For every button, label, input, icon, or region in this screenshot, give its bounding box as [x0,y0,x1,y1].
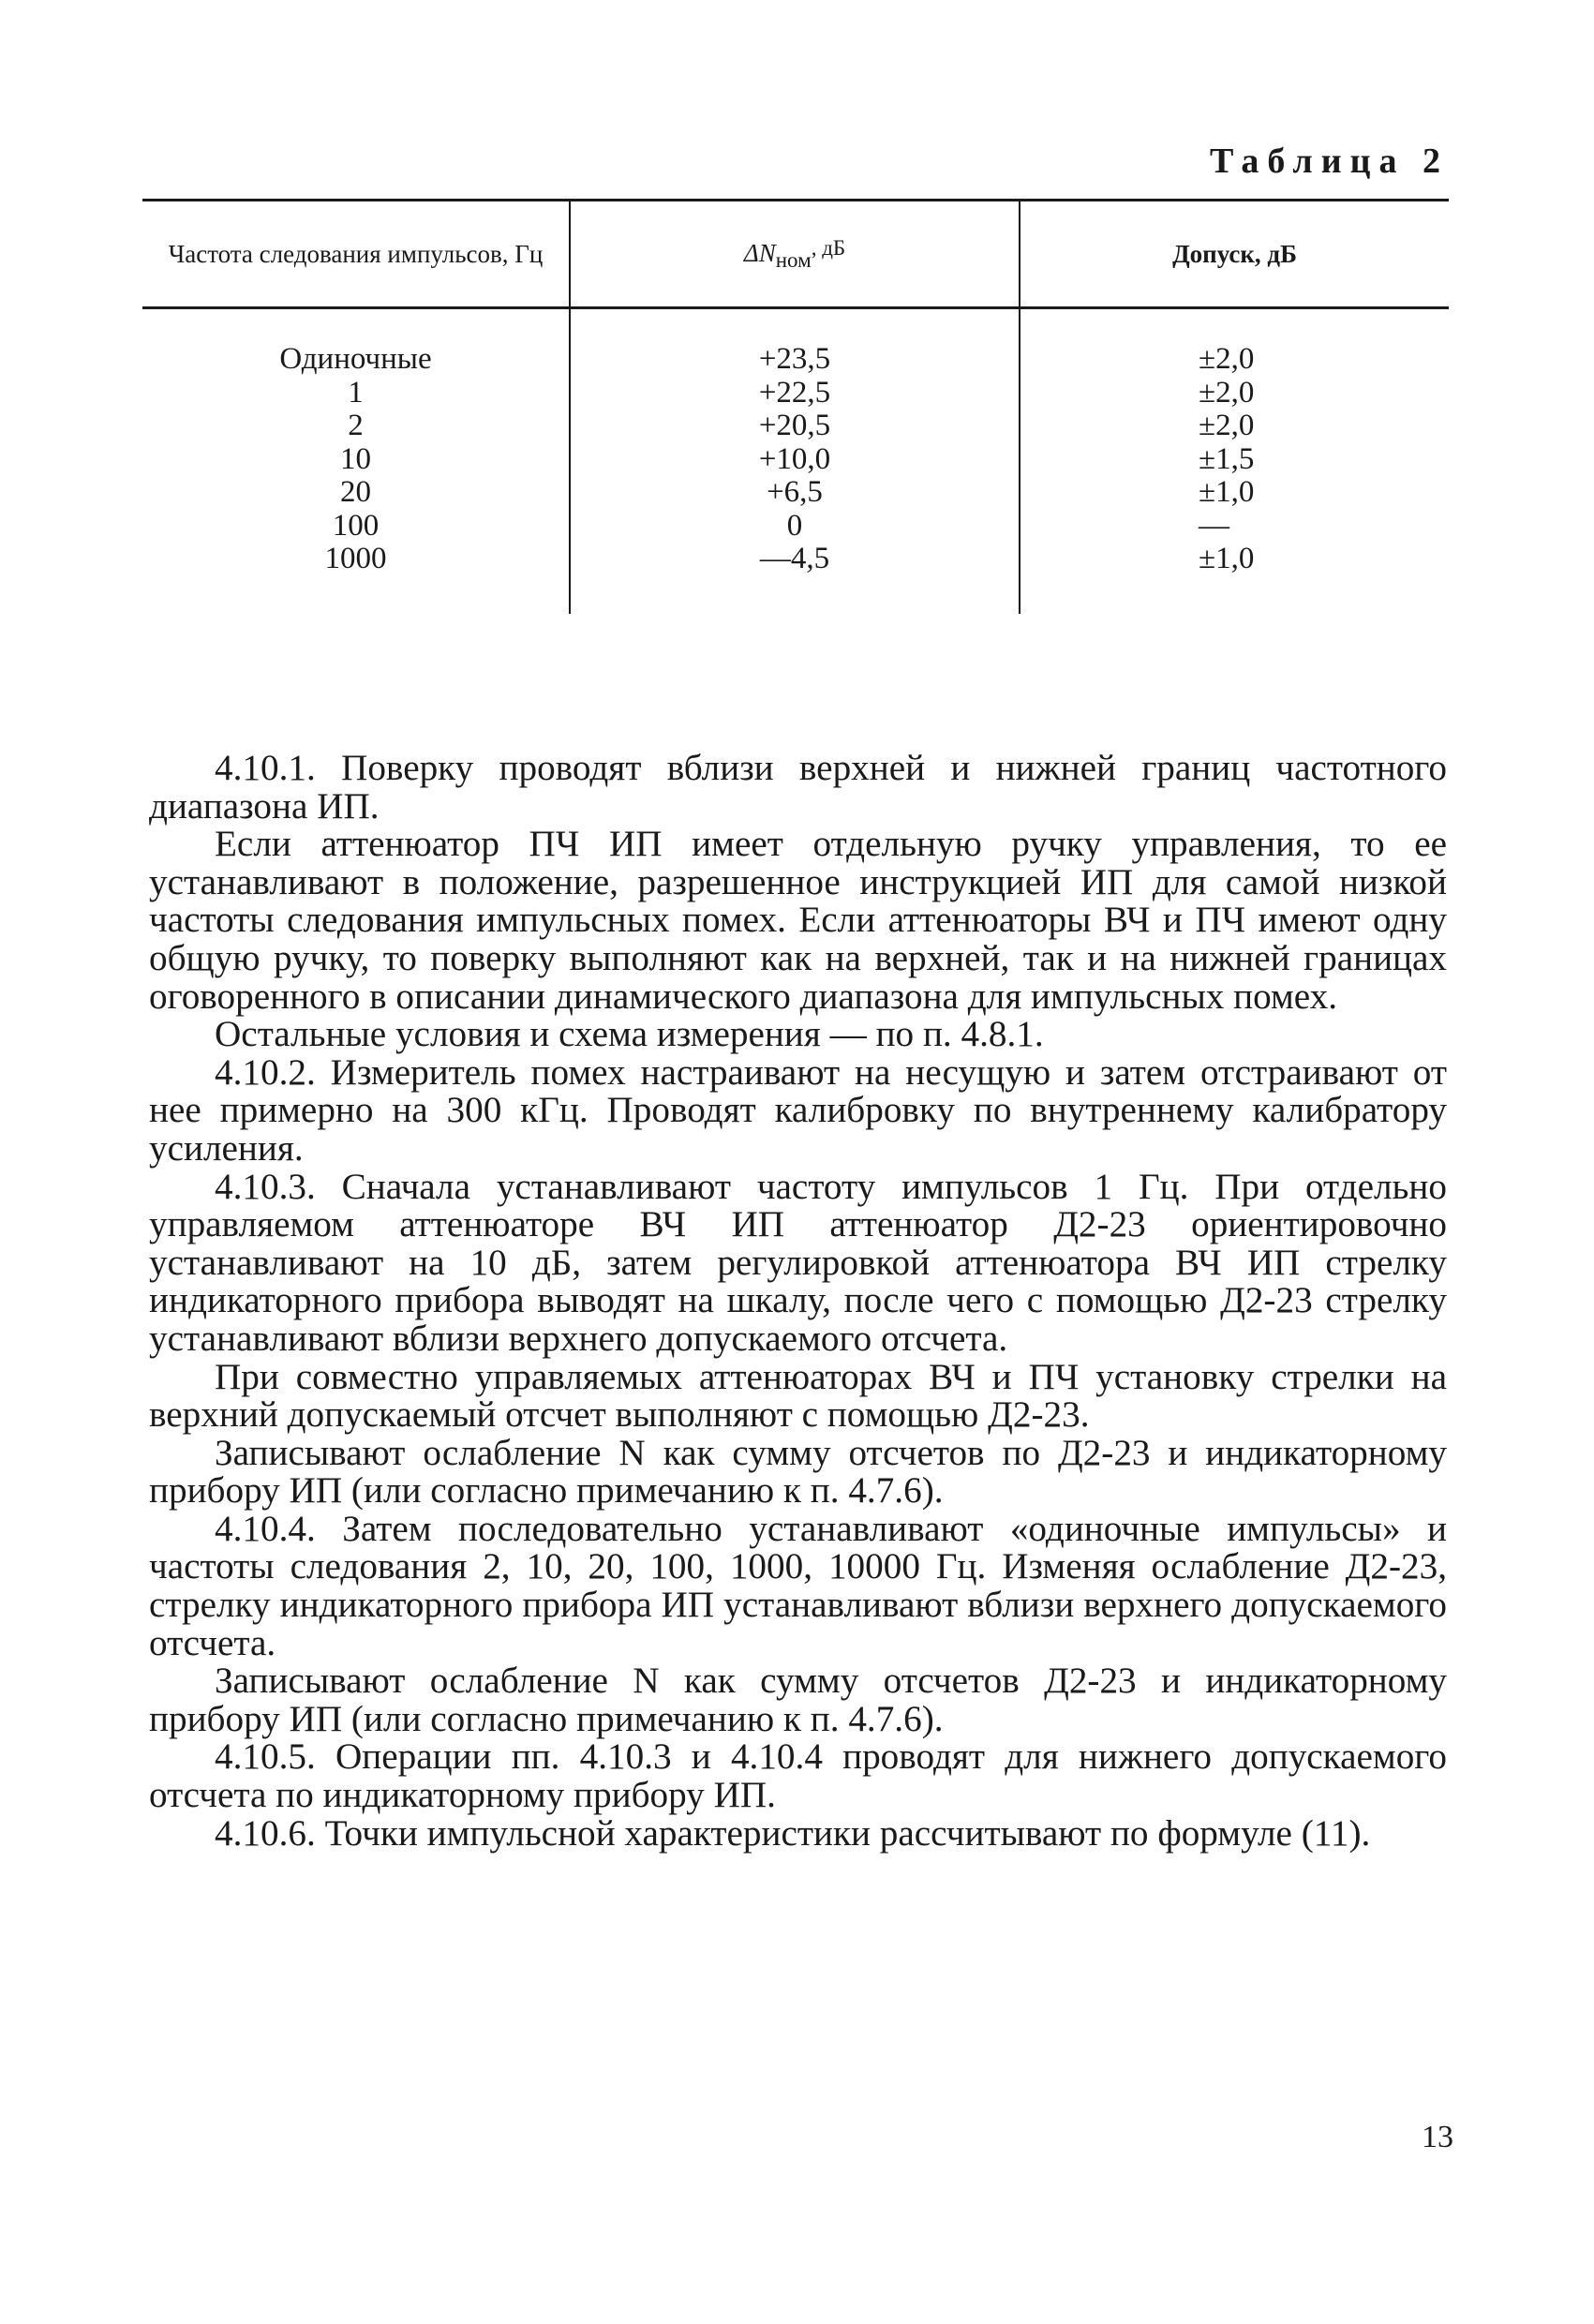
cell-delta: +6,5 [570,476,1020,510]
paragraph-4-10-2: 4.10.2. Измеритель помех настраивают на несущую и затем отстраивают от нее примерно на 300 кГц. Проводят калибровку по внутреннему калибратору усиления. [149,1051,1447,1169]
cell-delta: +20,5 [570,410,1020,443]
cell-tolerance: — [1199,508,1229,543]
delta-symbol: ΔN [743,238,776,267]
cell-frequency: 100 [142,510,570,544]
cell-tolerance: ±2,0 [1199,375,1255,410]
cell-delta: +22,5 [570,377,1020,410]
cell-frequency: 10 [142,443,570,477]
cell-tolerance: ±2,0 [1199,342,1255,376]
table-row [142,410,1449,443]
cell-frequency: 1000 [142,543,570,614]
cell-frequency: 20 [142,476,570,510]
paragraph-attenuator-control: Если аттенюатор ПЧ ИП имеет отдельную ручку управления, то ее устанавливают в положение, разрешенное инструкцией ИП для самой низкой частоты следования импульсных помех. Если аттенюаторы ВЧ и ПЧ имеют одну общую ручку, то поверку выполняют как на верхней, так и на нижней границах оговоренного в описании динамического диапазона для импульсных помех. [149,824,1447,1017]
table-row [142,443,1449,477]
paragraph-4-10-4: 4.10.4. Затем последовательно устанавливают «одиночные импульсы» и частоты следования 2, 10, 20, 100, 1000, 10000 Гц. Изменяя ослабление Д2-23, стрелку индикаторного прибора ИП устанавливают вблизи верхнего допускаемого отсчета. [149,1508,1447,1663]
table-caption: Таблица 2 [1209,142,1449,181]
header-delta-n [570,201,1020,308]
header-tolerance: Допуск, дБ [1020,201,1449,308]
cell-delta: —4,5 [570,543,1020,614]
data-table [142,199,1449,614]
cell-frequency: Одиночные [142,308,570,377]
cell-tolerance: ±1,0 [1199,475,1255,509]
table-row [142,476,1449,510]
table-row [142,308,1449,377]
cell-tolerance: ±1,5 [1199,441,1255,476]
paragraph-4-10-3: 4.10.3. Сначала устанавливают частоту импульсов 1 Гц. При отдельно управляемом аттенюаторе ВЧ ИП аттенюатор Д2-23 ориентировочно устанавливают на 10 дБ, затем регулировкой аттенюатора ВЧ ИП стрелку индикаторного прибора выводят на шкалу, после чего с помощью Д2-23 стрелку устанавливают вблизи верхнего допускаемого отсчета. [149,1166,1447,1359]
cell-delta: +23,5 [570,308,1020,377]
table-header-row [142,201,1449,308]
paragraph-4-10-1: 4.10.1. Поверку проводят вблизи верхней и нижней границ частотного диапазона ИП. [149,748,1447,827]
paragraph-joint-attenuators: При совместно управляемых аттенюаторах ВЧ и ПЧ установку стрелки на верхний допускаемый отсчет выполняют с помощью Д2-23. [149,1356,1447,1436]
cell-frequency: 1 [142,377,570,410]
cell-delta: +10,0 [570,443,1020,477]
delta-subscript: ном [775,247,812,272]
paragraph-other-conditions: Остальные условия и схема измерения — по п. 4.8.1. [215,1014,1044,1055]
paragraph-4-10-5: 4.10.5. Операции пп. 4.10.3 и 4.10.4 проводят для нижнего допускаемого отсчета по индикаторному прибору ИП. [149,1736,1447,1816]
delta-unit: , дБ [811,235,846,260]
cell-frequency: 2 [142,410,570,443]
paragraph-4-10-6: 4.10.6. Точки импульсной характеристики рассчитывают по формуле (11). [215,1812,1371,1854]
paragraph-record-attenuation-2: Записывают ослабление N как сумму отсчетов Д2-23 и индикаторному прибору ИП (или согласно примечанию к п. 4.7.6). [149,1661,1447,1739]
body-text [149,750,1447,1853]
table-row [142,510,1449,544]
page-number: 13 [1422,2120,1453,2154]
header-frequency: Частота следования импульсов, Гц [142,201,570,308]
table-row [142,377,1449,410]
cell-tolerance: ±1,0 [1199,542,1255,575]
cell-delta: 0 [570,510,1020,544]
paragraph-record-attenuation-1: Записывают ослабление N как сумму отсчетов по Д2-23 и индикаторному прибору ИП (или согласно примечанию к п. 4.7.6). [149,1432,1447,1512]
table-row [142,543,1449,614]
cell-tolerance: ±2,0 [1199,409,1255,442]
